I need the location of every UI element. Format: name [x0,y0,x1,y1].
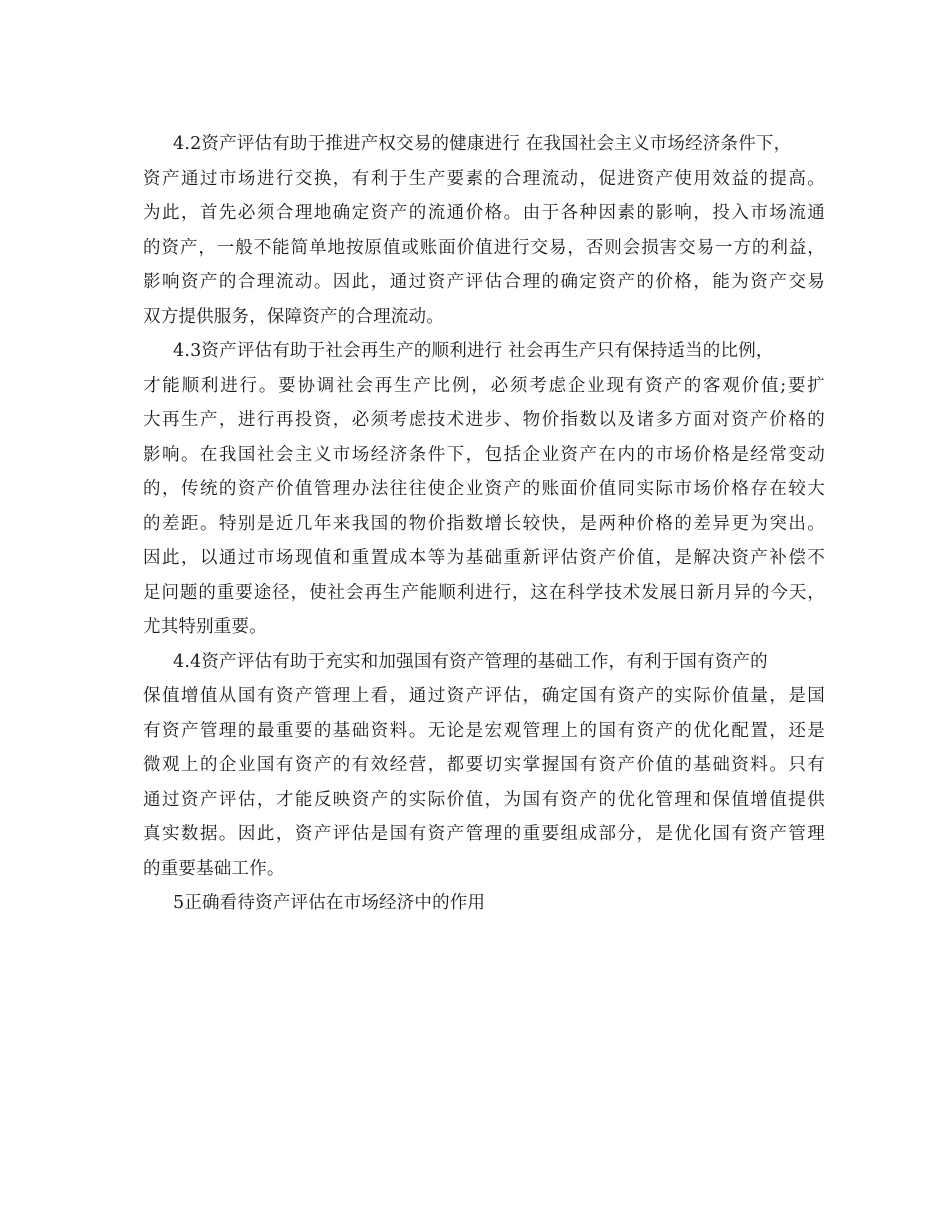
text-line: 4.2资产评估有助于推进产权交易的健康进行 在我国社会主义市场经济条件下， [173,134,792,154]
text-line: 尤其特别重要。 [143,617,267,637]
text-line: 影响资产的合理流动。因此，通过资产评估合理的确定资产的价格，能为资产交易 [143,272,825,292]
text-line: 的差距。特别是近几年来我国的物价指数增长较快，是两种价格的差异更为突出。 [143,513,825,534]
text-line: 的资产，一般不能简单地按原值或账面价值进行交易，否则会损害交易一方的利益， [143,237,825,258]
text-line: 4.3资产评估有助于社会再生产的顺利进行 社会再生产只有保持适当的比例， [173,341,774,361]
section-5-heading [143,891,825,926]
text-line: 的，传统的资产价值管理办法往往使企业资产的账面价值同实际市场价格存在较大 [143,479,825,499]
paragraph-4-2 [143,132,825,339]
text-line: 为此，首先必须合理地确定资产的流通价格。由于各种因素的影响，投入市场流通 [143,203,825,223]
text-line: 真实数据。因此，资产评估是国有资产管理的重要组成部分，是优化国有资产管理 [143,824,825,844]
text-line: 因此，以通过市场现值和重置成本等为基础重新评估资产价值，是解决资产补偿不 [143,548,825,568]
text-line: 微观上的企业国有资产的有效经营，都要切实掌握国有资产价值的基础资料。只有 [143,755,825,775]
document-body [143,132,825,926]
text-line: 保值增值从国有资产管理上看，通过资产评估，确定国有资产的实际价值量，是国 [143,686,825,706]
text-line: 足问题的重要途径，使社会再生产能顺利进行，这在科学技术发展日新月异的今天， [143,582,825,603]
text-line: 有资产管理的最重要的基础资料。无论是宏观管理上的国有资产的优化配置，还是 [143,720,825,741]
text-line: 通过资产评估，才能反映资产的实际价值，为国有资产的优化管理和保值增值提供 [143,789,825,810]
paragraph-4-3 [143,339,825,650]
text-line: 影响。在我国社会主义市场经济条件下，包括企业资产在内的市场价格是经常变动 [143,444,825,465]
text-line: 的重要基础工作。 [143,858,285,879]
text-line: 资产通过市场进行交换，有利于生产要素的合理流动，促进资产使用效益的提高。 [143,168,825,189]
text-line: 4.4资产评估有助于充实和加强国有资产管理的基础工作，有利于国有资产的 [173,651,768,672]
section-title: 5正确看待资产评估在市场经济中的作用 [173,893,486,913]
text-line: 双方提供服务，保障资产的合理流动。 [143,306,444,327]
paragraph-4-4 [143,650,825,892]
text-line: 大再生产，进行再投资，必须考虑技术进步、物价指数以及诸多方面对资产价格的 [143,410,825,430]
text-line: 才能顺利进行。要协调社会再生产比例，必须考虑企业现有资产的客观价值;要扩 [143,375,825,396]
